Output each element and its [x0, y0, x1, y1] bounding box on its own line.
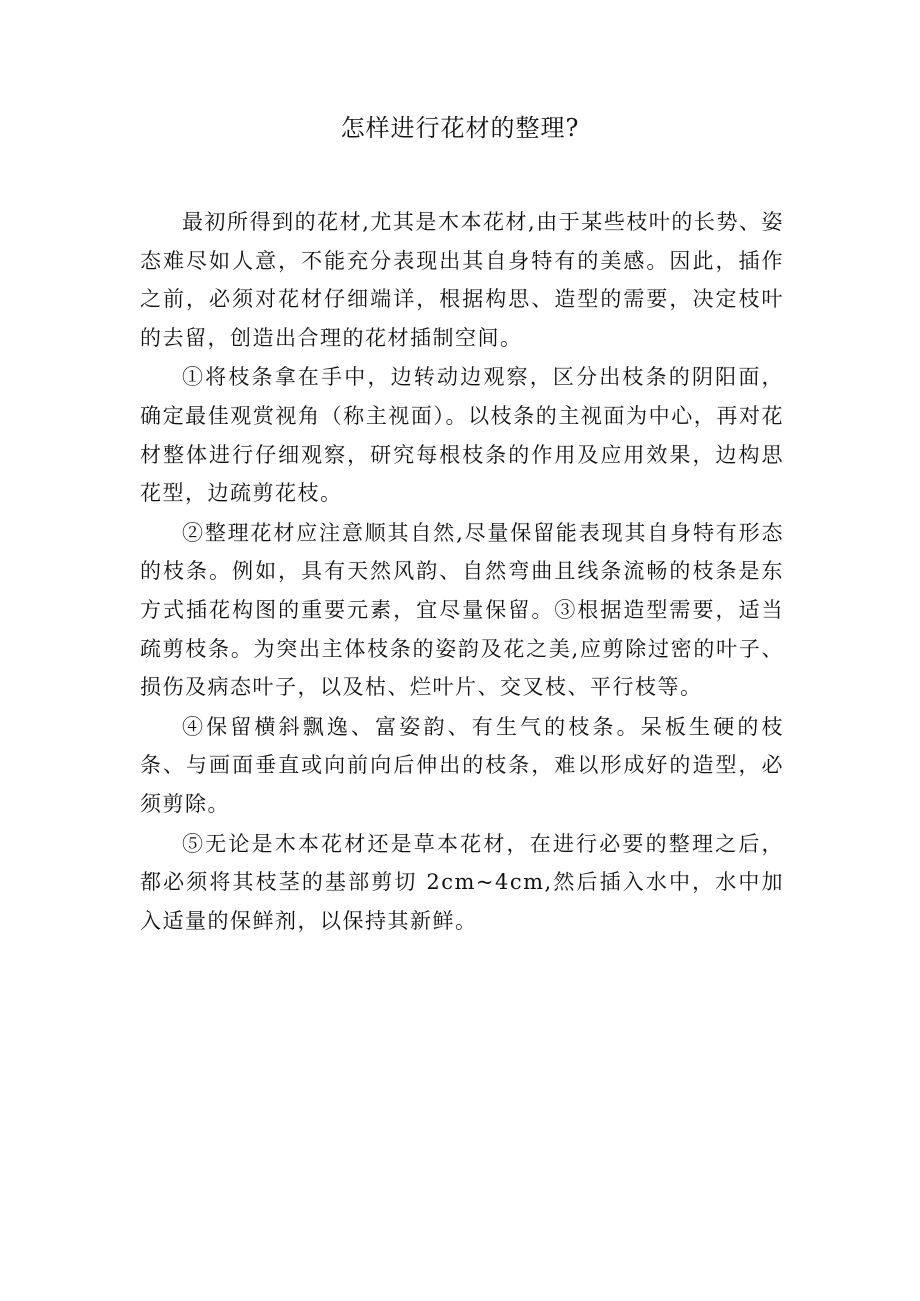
paragraph-step-5: ⑤无论是木本花材还是草本花材，在进行必要的整理之后，都必须将其枝茎的基部剪切 2cm~4cm,然后插入水中，水中加入适量的保鲜剂，以保持其新鲜。 [140, 831, 784, 933]
paragraph-intro: 最初所得到的花材,尤其是木本花材,由于某些枝叶的长势、姿态难尽如人意，不能充分表现出其自身特有的美感。因此，插作之前，必须对花材仔细端详，根据构思、造型的需要，决定枝叶的去留，创造出合理的花材插制空间。 [140, 210, 784, 350]
document-body [140, 203, 784, 941]
paragraph-step-1: ①将枝条拿在手中，边转动边观察，区分出枝条的阴阳面，确定最佳观赏视角（称主视面）。以枝条的主视面为中心，再对花材整体进行仔细观察，研究每根枝条的作用及应用效果，边构思花型，边疏剪花枝。 [140, 365, 784, 506]
paragraph-step-2-3: ②整理花材应注意顺其自然,尽量保留能表现其自身特有形态的枝条。例如，具有天然风韵、自然弯曲且线条流畅的枝条是东方式插花构图的重要元素，宜尽量保留。③根据造型需要，适当疏剪枝条。为突出主体枝条的姿韵及花之美,应剪除过密的叶子、损伤及病态叶子，以及枯、烂叶片、交叉枝、平行枝等。 [140, 520, 784, 700]
document-title: 怎样进行花材的整理? [340, 114, 580, 142]
paragraph-step-4: ④保留横斜飘逸、富姿韵、有生气的枝条。呆板生硬的枝条、与画面垂直或向前向后伸出的枝条，难以形成好的造型，必须剪除。 [140, 714, 784, 816]
